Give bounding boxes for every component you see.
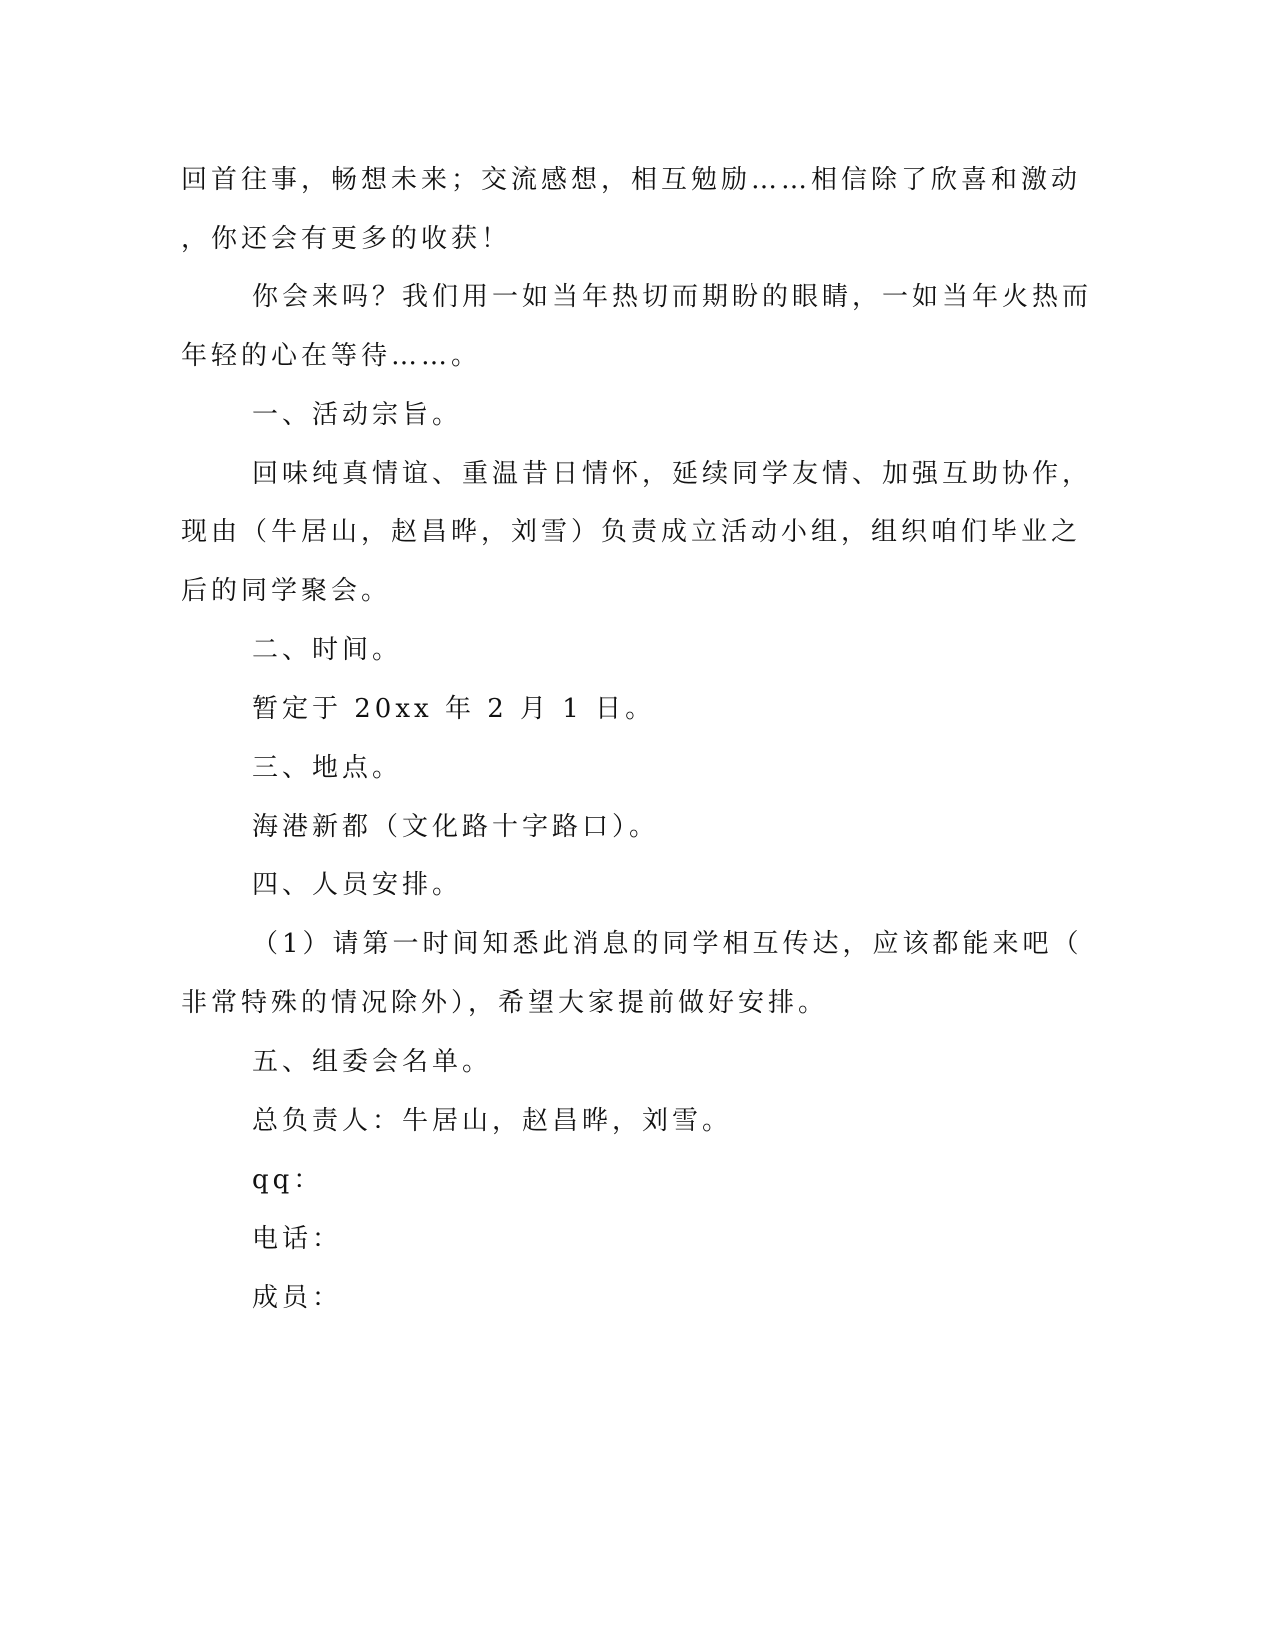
section-heading: 二、时间。 — [252, 635, 403, 665]
paragraph-line: 总负责人：牛居山，赵昌晔，刘雪。 — [252, 1106, 733, 1136]
paragraph-line: 年轻的心在等待……。 — [181, 341, 482, 371]
paragraph-line: 海港新都（文化路十字路口）。 — [252, 812, 660, 842]
section-heading: 一、活动宗旨。 — [252, 400, 463, 430]
paragraph-line: 后的同学聚会。 — [181, 576, 392, 606]
paragraph-line: 现由（牛居山，赵昌晔，刘雪）负责成立活动小组，组织咱们毕业之 — [181, 517, 1082, 547]
field-label-phone: 电话： — [252, 1224, 343, 1254]
section-heading: 五、组委会名单。 — [252, 1047, 493, 1077]
paragraph-line: 暂定于 20xx 年 2 月 1 日。 — [252, 694, 656, 724]
section-heading: 三、地点。 — [252, 753, 403, 783]
paragraph-line: ，你还会有更多的收获！ — [181, 224, 512, 254]
field-label-members: 成员： — [252, 1283, 343, 1313]
field-label-qq: qq： — [252, 1165, 324, 1195]
section-heading: 四、人员安排。 — [252, 870, 463, 900]
paragraph-line: （1）请第一时间知悉此消息的同学相互传达，应该都能来吧（ — [252, 929, 1083, 959]
paragraph-line: 回首往事，畅想未来；交流感想，相互勉励……相信除了欣喜和激动 — [181, 165, 1082, 195]
paragraph-line: 非常特殊的情况除外），希望大家提前做好安排。 — [181, 988, 829, 1018]
paragraph-line: 你会来吗？我们用一如当年热切而期盼的眼睛，一如当年火热而 — [252, 282, 1093, 312]
paragraph-line: 回味纯真情谊、重温昔日情怀，延续同学友情、加强互助协作， — [252, 459, 1093, 489]
